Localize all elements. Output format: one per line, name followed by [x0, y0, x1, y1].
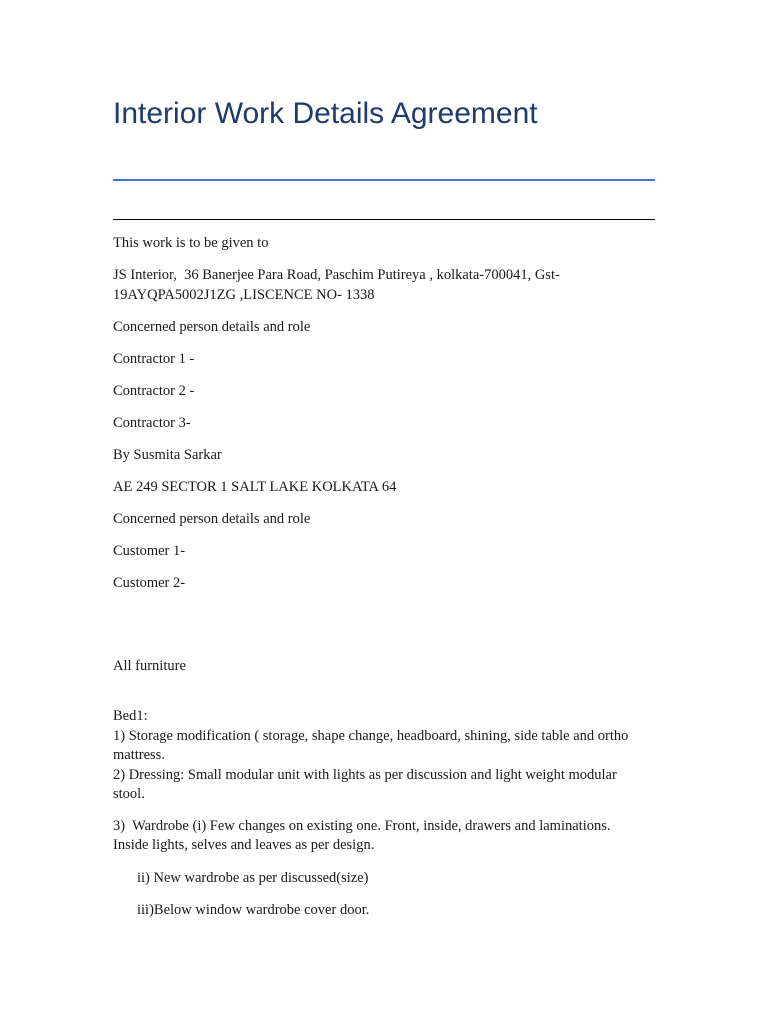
contractor-address-line: JS Interior, 36 Banerjee Para Road, Paschim Putireya , kolkata-700041, Gst-	[113, 267, 560, 283]
section-heading-paragraph	[113, 605, 673, 676]
contractor-2-label: Contractor 2 -	[113, 383, 195, 399]
contractor-address-paragraph	[113, 265, 673, 305]
bed-work-line: stool.	[113, 786, 145, 802]
contractor-entry	[113, 349, 673, 369]
customer-1-label: Customer 1-	[113, 543, 186, 559]
wardrobe-sub-item	[113, 900, 673, 920]
contractor-contacts-heading-text: Concerned person details and role	[113, 319, 311, 335]
client-address-paragraph	[113, 477, 673, 497]
wardrobe-work-line: 3) Wardrobe (i) Few changes on existing one. Front, inside, drawers and laminations.	[113, 817, 611, 834]
wardrobe-work-paragraph	[113, 817, 673, 856]
contractor-entry	[113, 381, 673, 401]
wardrobe-sub-item	[113, 868, 673, 888]
client-contacts-heading-text: Concerned person details and role	[113, 511, 311, 527]
bed-work-line: 1) Storage modification ( storage, shape change, headboard, shining, side table and ortho	[113, 727, 629, 744]
wardrobe-sub-item-text: ii) New wardrobe as per discussed(size)	[137, 869, 369, 886]
wardrobe-sub-item-text: iii)Below window wardrobe cover door.	[137, 901, 370, 918]
contractor-3-label: Contractor 3-	[113, 415, 191, 431]
client-contacts-heading	[113, 509, 673, 529]
client-name: By Susmita Sarkar	[113, 447, 222, 463]
contractor-1-label: Contractor 1 -	[113, 351, 195, 367]
document-body	[113, 233, 673, 932]
bed-work-line: mattress.	[113, 747, 165, 763]
header-divider-rule	[113, 219, 655, 220]
client-address: AE 249 SECTOR 1 SALT LAKE KOLKATA 64	[113, 479, 397, 495]
wardrobe-work-line: Inside lights, selves and leaves as per design.	[113, 837, 375, 853]
title-accent-rule	[113, 179, 655, 181]
bed-work-line: 2) Dressing: Small modular unit with lights as per discussion and light weight modular	[113, 766, 617, 783]
intro-paragraph	[113, 233, 673, 253]
customer-2-label: Customer 2-	[113, 575, 186, 591]
customer-entry	[113, 573, 673, 593]
section-heading: All furniture	[113, 658, 186, 674]
document-title: Interior Work Details Agreement	[113, 97, 538, 130]
contractor-address-line: 19AYQPA5002J1ZG ,LISCENCE NO- 1338	[113, 287, 375, 303]
intro-text: This work is to be given to	[113, 235, 269, 251]
contractor-entry	[113, 413, 673, 433]
contractor-contacts-heading	[113, 317, 673, 337]
customer-entry	[113, 541, 673, 561]
bed-work-paragraph	[113, 688, 673, 805]
bed-work-line: Bed1:	[113, 708, 148, 724]
client-name-paragraph	[113, 445, 673, 465]
